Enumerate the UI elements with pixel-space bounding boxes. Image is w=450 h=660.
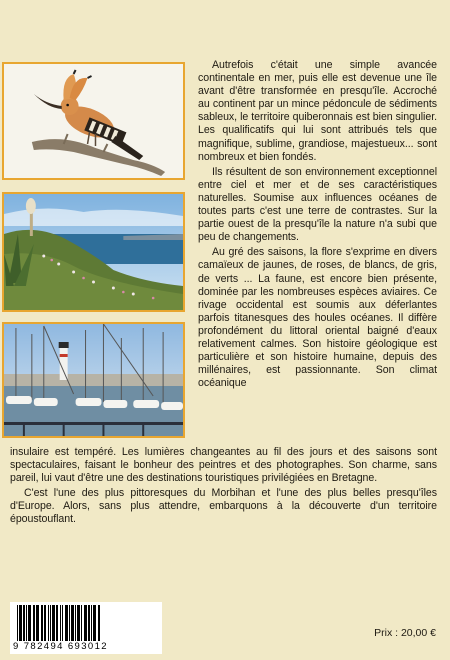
barcode-bar	[52, 605, 55, 641]
harbor-photo	[2, 322, 185, 438]
barcode-bar	[77, 605, 80, 641]
isbn-barcode	[10, 602, 162, 654]
barcode-bar	[62, 605, 63, 641]
barcode-bar	[28, 605, 31, 641]
barcode-bar	[81, 605, 82, 641]
barcode-bar	[36, 605, 39, 641]
barcode-bar	[56, 605, 58, 641]
paragraph-3-continuation: insulaire est tempéré. Les lumières changeantes au fil des jours et des saisons sont spectaculaires, faisant le bonheur des peintres et des photographes. Son charme, sans pareil, lui vaut d'être une des destinations touristiques privilégiées en Bretagne.	[10, 446, 437, 485]
barcode-bar	[88, 605, 90, 641]
wide-text	[10, 446, 437, 527]
barcode-bar	[84, 605, 87, 641]
paragraph-4: C'est l'une des plus pittoresques du Morbihan et l'une des plus belles presqu'îles d'Europe. Alors, sans plus attendre, embarquons à la découverte d'un territoire époustouflant.	[10, 487, 437, 526]
barcode-bar	[75, 605, 76, 641]
right-column-text	[198, 59, 437, 390]
isbn-number: 9 782494 693012	[13, 641, 108, 652]
hoopoe-illustration	[2, 62, 185, 180]
barcode-bar	[65, 605, 68, 641]
paragraph-3: Au gré des saisons, la flore s'exprime en divers camaïeux de jaunes, de roses, de blancs, de gris, de verts ... La faune, est encore bien présente, dominée par les nombreuses espèces aviaires. Ce rivage occidental est soumis aux déferlantes parfois titanesques des houles océanes. Il diffère profondément du littoral oriental baigné d'eaux relativement calmes. Son histoire géologique est particulière et son histoire humaine, depuis des millénaires, est passionnante. Son climat océanique	[198, 246, 437, 390]
barcode-bars	[13, 605, 159, 641]
barcode-bar	[69, 605, 70, 641]
harbor-image	[4, 324, 183, 436]
price-label: Prix : 20,00 €	[374, 627, 436, 639]
barcode-bar	[93, 605, 96, 641]
coastal-landscape-photo	[2, 192, 185, 312]
barcode-bar	[60, 605, 61, 641]
barcode-bar	[91, 605, 92, 641]
barcode-bar	[17, 605, 18, 641]
coast-image	[4, 194, 183, 310]
hoopoe-image	[4, 64, 183, 178]
barcode-bar	[98, 605, 100, 641]
barcode-bar	[44, 605, 46, 641]
paragraph-1: Autrefois c'était une simple avancée continentale en mer, puis elle est devenue une île avant d'être transformée en presqu'île. Accroché au continent par un mince pédoncule de sédiments sableux, le territoire quiberonnais est bien singulier. Les qualificatifs qui lui sont attribués tels que magnifique, sublime, grandiose, majestueux... sont nombreux et bien fondés.	[198, 59, 437, 163]
barcode-bar	[48, 605, 49, 641]
barcode-bar	[23, 605, 25, 641]
paragraph-2: Ils résultent de son environnement exceptionnel entre ciel et mer et de ses caractéristiques naturelles. Soumise aux influences océanes de toutes parts c'est une terre de contrastes. Sur la partie ouest de la presqu'île la nature n'a subi que peu de changements.	[198, 165, 437, 244]
barcode-bar	[41, 605, 43, 641]
barcode-bar	[19, 605, 22, 641]
barcode-bar	[50, 605, 51, 641]
barcode-bar	[71, 605, 74, 641]
barcode-bar	[26, 605, 27, 641]
barcode-bar	[33, 605, 35, 641]
